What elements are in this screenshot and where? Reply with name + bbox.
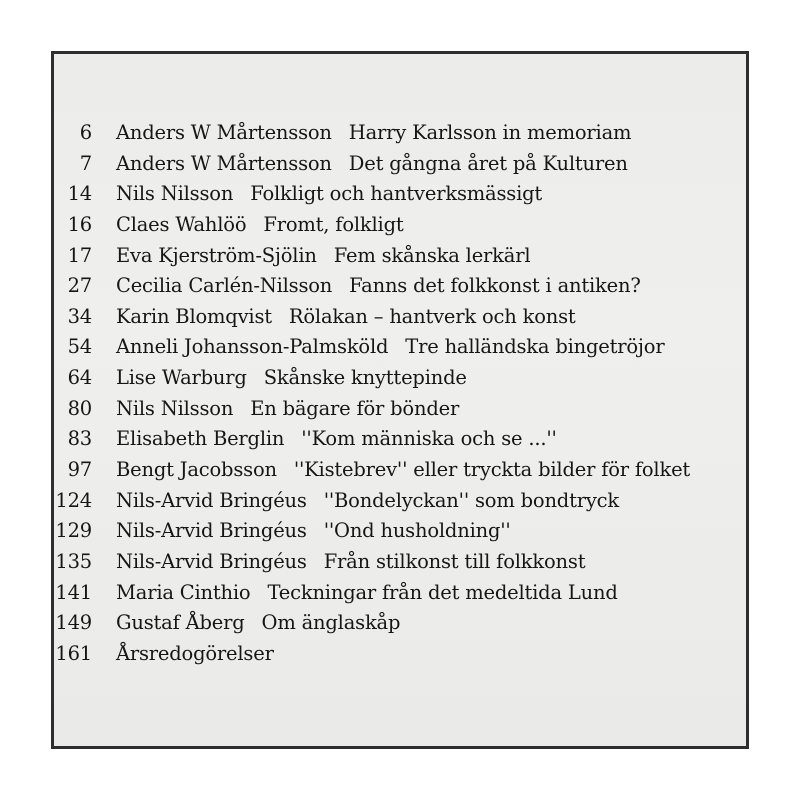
author: Nils-Arvid Bringéus <box>116 519 307 543</box>
page-number: 17 <box>67 243 92 267</box>
page-number: 149 <box>55 611 92 635</box>
page-number: 80 <box>67 396 92 420</box>
entry-text <box>116 639 291 670</box>
toc-entry <box>54 332 746 363</box>
author: Anders W Mårtensson <box>116 121 332 144</box>
entry-text <box>116 608 400 639</box>
toc-entry <box>54 363 746 394</box>
entry-text <box>116 179 542 210</box>
toc-entry <box>54 149 746 180</box>
article-title: Skånske knyttepinde <box>263 366 467 390</box>
article-title: ''Bondelyckan'' som bondtryck <box>323 488 619 512</box>
toc-entry <box>54 516 746 547</box>
entry-text <box>116 516 511 547</box>
article-title: Det gångna året på Kulturen <box>348 151 628 175</box>
article-title: Folkligt och hantverksmässigt <box>250 182 543 206</box>
toc-entry <box>54 179 746 210</box>
author: Nils-Arvid Bringéus <box>116 488 307 512</box>
page-number: 161 <box>55 641 92 665</box>
author: Anneli Johansson-Palmsköld <box>116 335 389 359</box>
toc-entry <box>54 578 746 609</box>
page-number: 135 <box>55 549 92 573</box>
toc-entry <box>54 547 746 578</box>
entry-text <box>116 455 690 486</box>
author: Nils-Arvid Bringéus <box>116 549 307 573</box>
entry-text <box>116 241 530 272</box>
article-title: ''Kistebrev'' eller tryckta bilder för folket <box>293 458 691 482</box>
page-number: 83 <box>67 427 92 451</box>
author: Årsredogörelser <box>116 641 274 665</box>
page-number: 64 <box>67 366 92 390</box>
page-number: 34 <box>67 304 92 328</box>
article-title: Om änglaskåp <box>261 611 401 635</box>
article-title: Fem skånska lerkärl <box>333 243 531 267</box>
entry-text <box>116 486 619 517</box>
toc-entry <box>54 486 746 517</box>
author: Elisabeth Berglin <box>116 427 285 451</box>
entry-text <box>116 394 459 425</box>
toc-entry <box>54 241 746 272</box>
entry-text <box>116 149 628 180</box>
entry-text <box>116 332 664 363</box>
page-number: 14 <box>67 182 92 206</box>
page-frame <box>51 51 749 749</box>
article-title: Rölakan – hantverk och konst <box>288 304 576 328</box>
article-title: ''Kom människa och se ...'' <box>301 427 557 451</box>
toc-entry <box>54 424 746 455</box>
entry-text <box>116 271 641 302</box>
entry-text <box>116 547 585 578</box>
article-title: Teckningar från det medeltida Lund <box>267 580 618 604</box>
article-title: ''Ond husholdning'' <box>323 519 511 543</box>
page-number: 6 <box>79 121 92 144</box>
author: Karin Blomqvist <box>116 304 272 328</box>
entry-text <box>116 424 557 455</box>
article-title: Fromt, folkligt <box>263 212 404 236</box>
toc-entry <box>54 302 746 333</box>
toc-entry <box>54 118 746 149</box>
author: Nils Nilsson <box>116 182 234 206</box>
entry-text <box>116 210 404 241</box>
page-number: 16 <box>67 212 92 236</box>
article-title: Fanns det folkkonst i antiken? <box>349 274 641 298</box>
toc-entry <box>54 608 746 639</box>
author: Anders W Mårtensson <box>116 151 332 175</box>
table-of-contents <box>54 118 746 670</box>
entry-text <box>116 302 576 333</box>
toc-entry <box>54 639 746 670</box>
entry-text <box>116 363 467 394</box>
page-number: 7 <box>79 151 92 175</box>
toc-entry <box>54 394 746 425</box>
author: Nils Nilsson <box>116 396 234 420</box>
page-number: 97 <box>67 458 92 482</box>
article-title: Från stilkonst till folkkonst <box>323 549 586 573</box>
author: Maria Cinthio <box>116 580 251 604</box>
toc-entry <box>54 455 746 486</box>
entry-text <box>116 118 631 149</box>
author: Lise Warburg <box>116 366 247 390</box>
author: Claes Wahlöö <box>116 212 247 236</box>
page-number: 124 <box>55 488 92 512</box>
page-number: 129 <box>55 519 92 543</box>
article-title: Harry Karlsson in memoriam <box>348 121 632 144</box>
entry-text <box>116 578 618 609</box>
article-title: En bägare för bönder <box>250 396 460 420</box>
page-number: 27 <box>67 274 92 298</box>
author: Gustaf Åberg <box>116 611 245 635</box>
author: Cecilia Carlén-Nilsson <box>116 274 333 298</box>
author: Bengt Jacobsson <box>116 458 277 482</box>
toc-entry <box>54 210 746 241</box>
toc-entry <box>54 271 746 302</box>
author: Eva Kjerström-Sjölin <box>116 243 317 267</box>
page-number: 141 <box>55 580 92 604</box>
page-number: 54 <box>67 335 92 359</box>
article-title: Tre halländska bingetröjor <box>405 335 665 359</box>
